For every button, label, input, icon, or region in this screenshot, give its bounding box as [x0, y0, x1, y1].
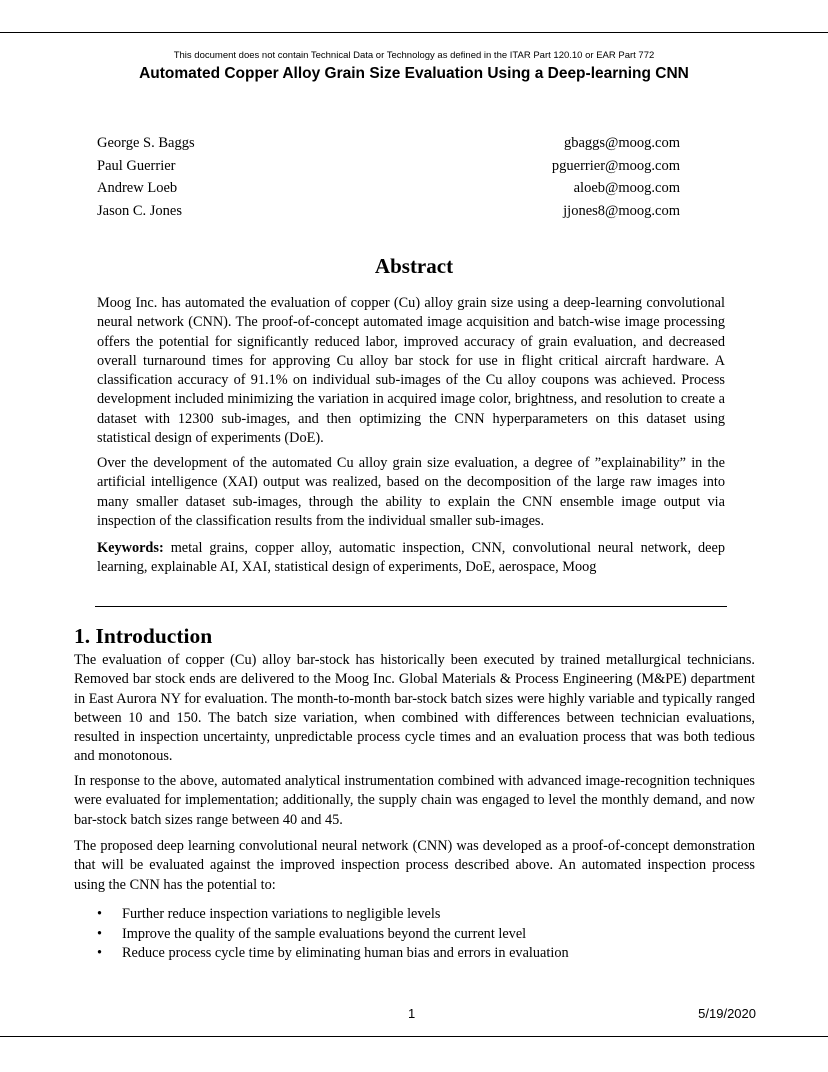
- author-list: [97, 132, 680, 222]
- author-email: gbaggs@moog.com: [563, 135, 680, 151]
- list-item: [74, 925, 755, 945]
- page-number: 1: [408, 1006, 416, 1021]
- author-row: [97, 132, 680, 155]
- body-paragraph: In response to the above, automated analytical instrumentation combined with advanced image-recognition techniques were evaluated for implementation; additionally, the supply chain was engaged to level the monthly demand, and now bar-stock batch sizes range between 40 and 45.: [74, 773, 755, 828]
- author-name: Paul Guerrier: [97, 157, 176, 174]
- abstract-paragraph: Moog Inc. has automated the evaluation of copper (Cu) alloy grain size using a deep-learning convolutional neural network (CNN). The proof-of-concept automated image acquisition and batch-wise image processing offers the potential for significantly reduced labor, improved accuracy of grain evaluation, and decreased overall turnaround times for approving Cu alloy bar stock for use in flight critical aircraft hardware. A classification accuracy of 91.1% on individual sub-images of the Cu alloy coupons was achieved. Process development included minimizing the variation in acquired image color, brightness, and resolution to create a dataset with 12300 sub-images, and then optimizing the CNN hyperparameters on this dataset using statistical design of experiments (DoE).: [97, 295, 725, 447]
- list-item: [74, 905, 755, 925]
- list-item: [74, 944, 755, 964]
- author-row: [97, 155, 680, 178]
- section-heading: 1. Introduction: [74, 624, 213, 648]
- author-row: [97, 177, 680, 200]
- author-email: pguerrier@moog.com: [551, 157, 680, 174]
- keywords-text: metal grains, copper alloy, automatic inspection, CNN, convolutional neural network, deep learning, explainable AI, XAI, statistical design of experiments, DoE, aerospace, Moog: [97, 540, 725, 576]
- document-date: 5/19/2020: [698, 1006, 756, 1021]
- list-item-text: Reduce process cycle time by eliminating human bias and errors in evaluation: [122, 945, 569, 961]
- author-email: jjones8@moog.com: [563, 202, 680, 219]
- author-email: aloeb@moog.com: [573, 180, 680, 196]
- author-name: Andrew Loeb: [97, 180, 178, 196]
- footer-rule: [0, 1036, 828, 1037]
- section-divider: [95, 606, 727, 607]
- body-paragraph: The evaluation of copper (Cu) alloy bar-stock has historically been executed by trained metallurgical technicians. Removed bar stock ends are delivered to the Moog Inc. Global Materials & Process Engineering (M&PE) department in East Aurora NY for evaluation. The month-to-month bar-stock batch sizes were highly variable and typically ranged between 10 and 150. The batch size variation, when combined with differences between technician evaluations, resulted in inspection uncertainty, unpredictable process cycle times and an evaluation process that was both tedious and monotonous.: [74, 652, 755, 765]
- bullet-icon: •: [97, 925, 103, 942]
- bullet-icon: •: [97, 906, 103, 922]
- bullet-icon: •: [97, 945, 103, 961]
- paper-title: Automated Copper Alloy Grain Size Evaluation Using a Deep-learning CNN: [139, 65, 689, 82]
- keywords: [97, 539, 725, 578]
- keywords-label: Keywords:: [97, 540, 164, 556]
- header-rule: [0, 32, 828, 33]
- author-name: George S. Baggs: [97, 135, 195, 151]
- list-item-text: Further reduce inspection variations to negligible levels: [122, 906, 441, 922]
- body-paragraph: The proposed deep learning convolutional neural network (CNN) was developed as a proof-of-concept demonstration that will be evaluated against the improved inspection process described above. An automated inspection process using the CNN has the potential to:: [74, 838, 755, 893]
- author-row: [97, 200, 680, 223]
- abstract-heading: Abstract: [374, 254, 454, 278]
- list-item-text: Improve the quality of the sample evaluations beyond the current level: [122, 925, 527, 942]
- author-name: Jason C. Jones: [97, 202, 182, 219]
- itar-notice: This document does not contain Technical Data or Technology as defined in the ITAR Part 120.10 or EAR Part 772: [173, 50, 655, 61]
- bullet-list: [74, 905, 755, 964]
- abstract-paragraph: Over the development of the automated Cu alloy grain size evaluation, a degree of ”explainability” in the artificial intelligence (XAI) output was realized, based on the decomposition of the large raw images into many smaller dataset sub-images, through the ability to explain the CNN ensemble image output via inspection of the classification results from the individual smaller sub-images.: [97, 455, 725, 529]
